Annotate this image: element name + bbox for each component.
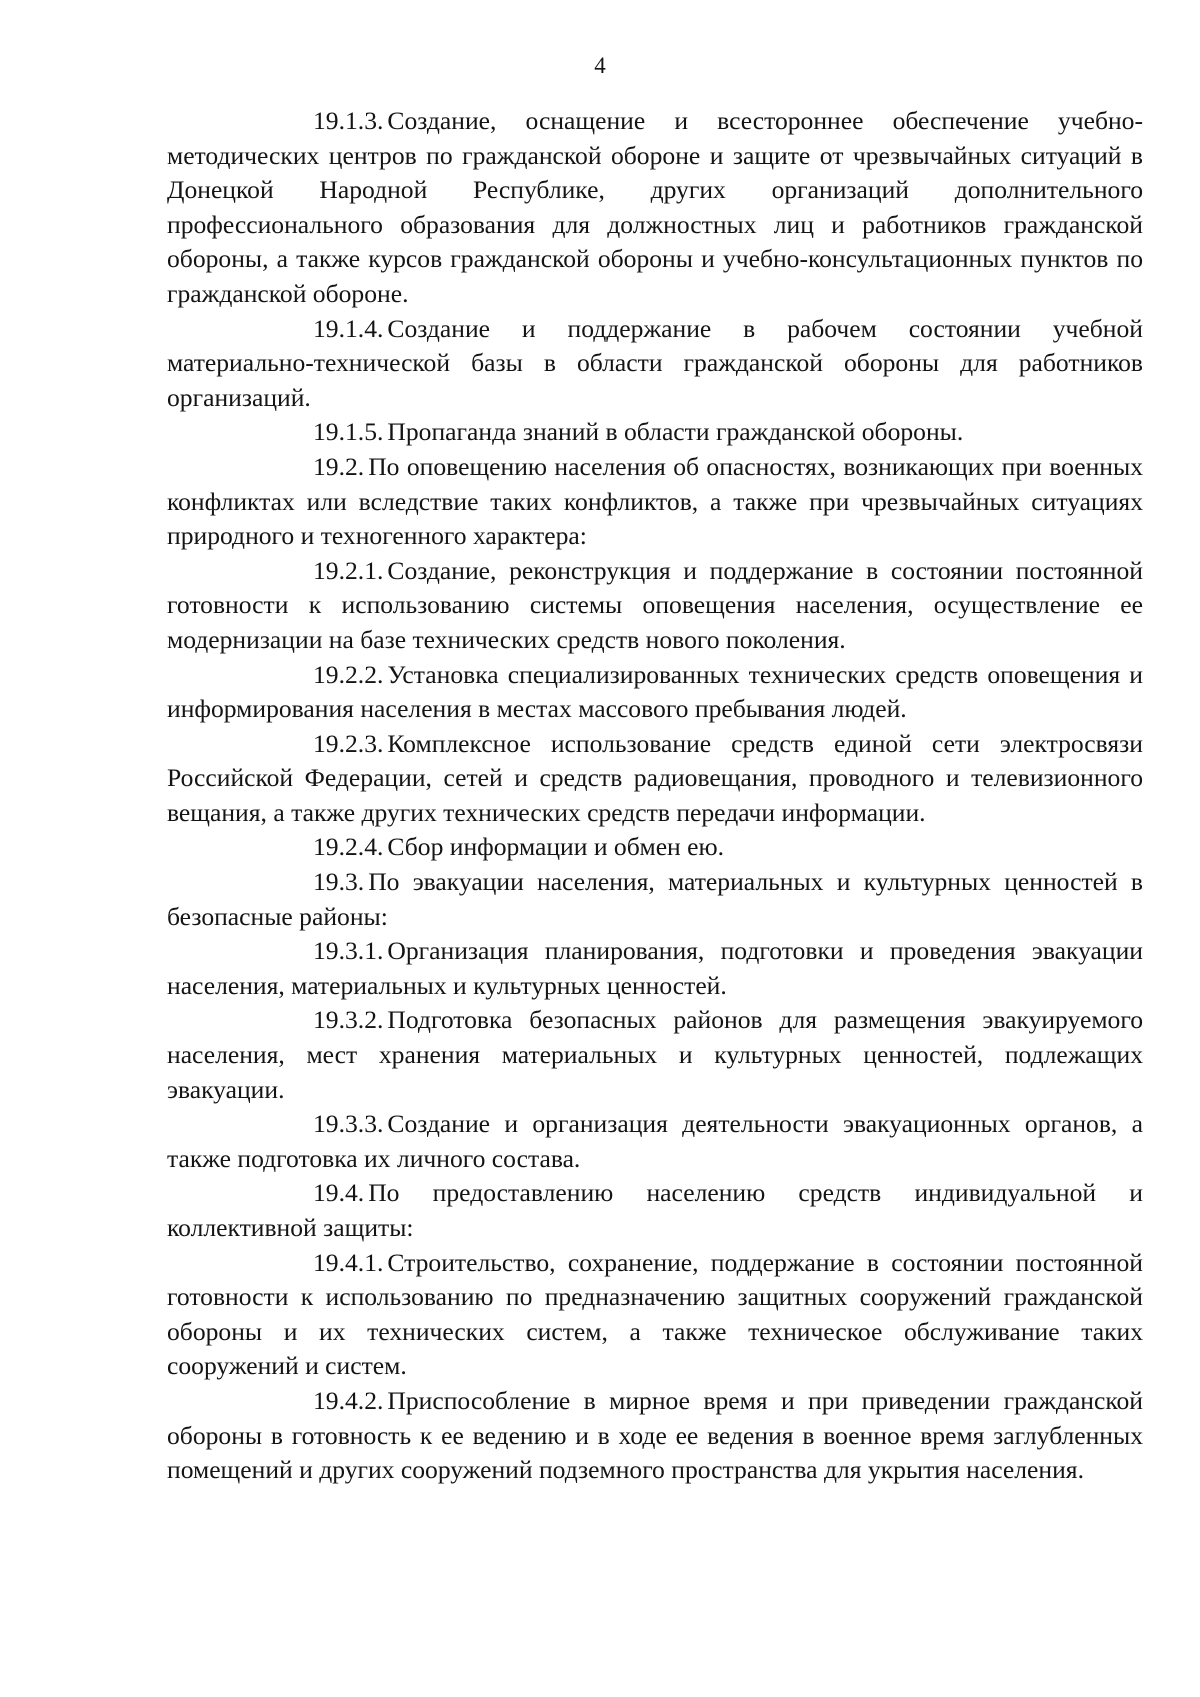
paragraph-19-1-4: [167, 312, 1143, 416]
paragraph-text: Строительство, сохранение, поддержание в состоянии постоянной готовности к использованию по предназначению защитных сооружений гражданской обороны и их технических систем, а также техническое обслуживание таких сооружений и систем.: [167, 1247, 1143, 1381]
paragraph-number: 19.2.1.: [313, 555, 384, 585]
paragraph-19-2-4: [167, 830, 1143, 865]
paragraph-text: По предоставлению населению средств индивидуальной и коллективной защиты:: [167, 1178, 1143, 1242]
paragraph-19-4-1: [167, 1246, 1143, 1384]
paragraph-number: 19.2.3.: [313, 728, 384, 758]
paragraph-19-2-3: [167, 727, 1143, 831]
paragraph-19-3: [167, 865, 1143, 934]
paragraph-19-1-5: [167, 415, 1143, 450]
paragraph-text: Установка специализированных технических средств оповещения и информирования населения в местах массового пребывания людей.: [167, 659, 1143, 724]
paragraph-text: Комплексное использование средств единой сети электросвязи Российской Федерации, сетей и средств радиовещания, проводного и телевизионного вещания, а также других технических средств передачи информации.: [167, 728, 1143, 827]
paragraph-number: 19.1.4.: [313, 313, 384, 343]
paragraph-number: 19.3.2.: [313, 1005, 384, 1035]
paragraph-text: По эвакуации населения, материальных и культурных ценностей в безопасные районы:: [167, 867, 1143, 931]
paragraph-text: Создание и организация деятельности эвакуационных органов, а также подготовка их личного состава.: [167, 1109, 1143, 1173]
paragraph-19-4: [167, 1176, 1143, 1245]
paragraph-number: 19.2.2.: [313, 659, 384, 689]
paragraph-number: 19.3.3.: [313, 1109, 384, 1139]
paragraph-19-3-2: [167, 1003, 1143, 1107]
page-number: 4: [594, 53, 606, 78]
paragraph-19-2-2: [167, 658, 1143, 727]
paragraph-number: 19.1.3.: [313, 106, 384, 135]
paragraph-number: 19.4.: [313, 1178, 365, 1208]
paragraph-text: Организация планирования, подготовки и проведения эвакуации населения, материальных и культурных ценностей.: [167, 936, 1143, 1000]
paragraph-text: Создание, реконструкция и поддержание в состоянии постоянной готовности к использованию системы оповещения населения, осуществление ее модернизации на базе технических средств нового поколения.: [167, 555, 1143, 654]
paragraph-19-2-1: [167, 554, 1143, 658]
paragraph-text: Пропаганда знаний в области гражданской обороны.: [387, 417, 964, 447]
paragraph-19-3-3: [167, 1107, 1143, 1176]
paragraph-number: 19.4.2.: [313, 1385, 384, 1415]
paragraph-text: Приспособление в мирное время и при приведении гражданской обороны в готовность к ее ведению и в ходе ее ведения в военное время заглубленных помещений и других сооружений подземного пространства для укрытия населения.: [167, 1385, 1143, 1485]
paragraph-number: 19.3.: [313, 867, 365, 897]
paragraph-19-2: [167, 450, 1143, 554]
paragraph-19-1-3: [167, 104, 1143, 312]
paragraph-number: 19.1.5.: [313, 417, 384, 447]
paragraph-19-4-2: [167, 1384, 1143, 1488]
paragraph-text: Подготовка безопасных районов для размещения эвакуируемого населения, мест хранения материальных и культурных ценностей, подлежащих эвакуации.: [167, 1005, 1143, 1104]
paragraph-number: 19.2.: [313, 451, 365, 481]
paragraph-text: Сбор информации и обмен ею.: [387, 832, 725, 862]
paragraph-text: По оповещению населения об опасностях, возникающих при военных конфликтах или вследствие таких конфликтов, а также при чрезвычайных ситуациях природного и техногенного характера:: [167, 451, 1143, 551]
paragraph-text: Создание и поддержание в рабочем состоянии учебной материально-технической базы в области гражданской обороны для работников организаций.: [167, 313, 1143, 412]
paragraph-number: 19.3.1.: [313, 936, 384, 966]
paragraph-number: 19.4.1.: [313, 1247, 384, 1277]
paragraph-text: Создание, оснащение и всестороннее обеспечение учебно-методических центров по гражданской обороне и защите от чрезвычайных ситуаций в Донецкой Народной Республике, других организаций дополнительного профессионального образования для должностных лиц и работников гражданской обороны, а также курсов гражданской обороны и учебно-консультационных пунктов по гражданской обороне.: [167, 106, 1143, 308]
document-body: [167, 104, 1143, 1488]
paragraph-number: 19.2.4.: [313, 832, 384, 862]
paragraph-19-3-1: [167, 934, 1143, 1003]
